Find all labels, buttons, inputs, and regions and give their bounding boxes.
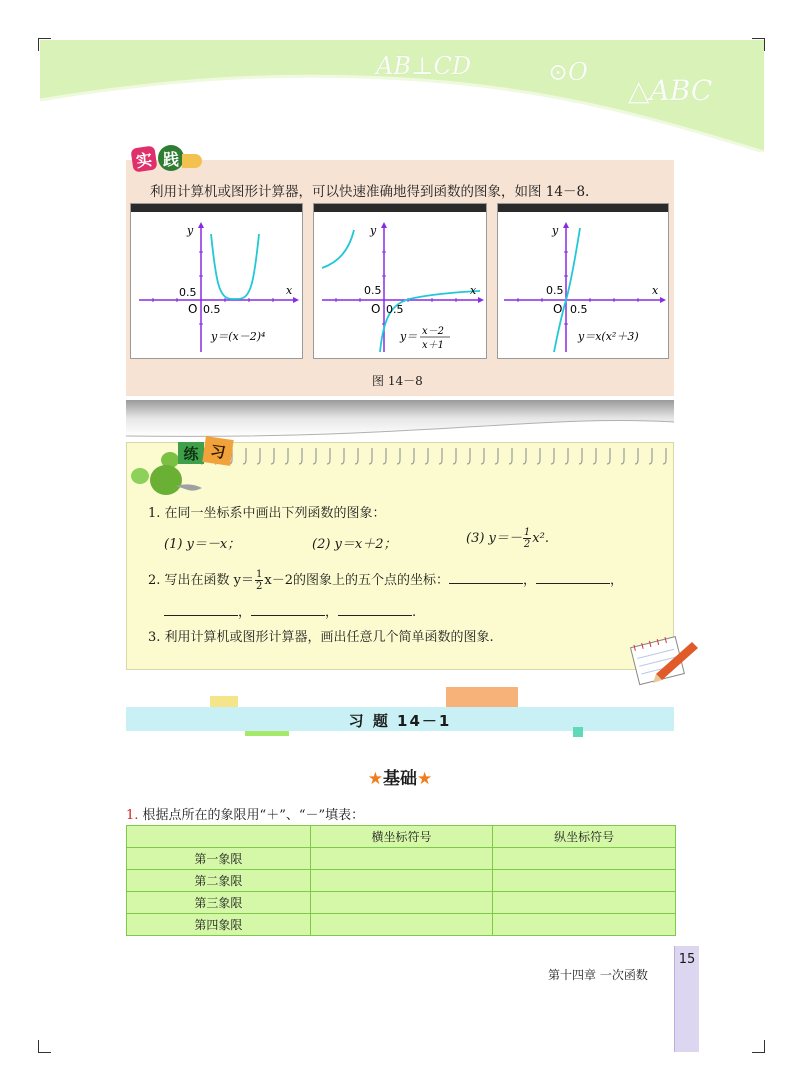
quadrant-label: 第四象限 [127,914,311,936]
header-text-circle: ⊙O [548,58,588,86]
fraction-numerator: 1 [523,527,531,538]
graph-panel-3 [497,203,669,359]
separator-comma: ， [325,605,339,620]
figure-caption: 图 14－8 [372,374,423,388]
table-header-cell: 纵坐标符号 [493,826,676,848]
table-header-cell: 横坐标符号 [310,826,493,848]
page-number-tab [674,946,699,1052]
separator-period: . [412,605,417,620]
quadrant-label: 第二象限 [127,870,311,892]
header-text-triangle: △ABC [628,74,713,107]
fraction [523,527,531,550]
table-row [127,870,676,892]
fraction-denominator: 2 [256,581,263,592]
star-icon: ★ [417,769,433,789]
header-text-perpendicular: AB⊥CD [376,52,472,80]
graph-2-formula-numerator: x－2 [422,326,445,337]
chapter-footer: 第十四章 一次函数 [548,968,648,982]
x-sign-cell[interactable] [310,848,493,870]
graph-3-formula: y＝x(x²＋3) [578,330,639,343]
graph-panel-1 [130,203,303,359]
graph-1-y-tick: 0.5 [179,286,197,299]
graph-window-bar [314,204,486,212]
x-sign-cell[interactable] [310,870,493,892]
graph-2-formula-denominator: x＋1 [422,340,445,351]
sticky-note-decoration [446,687,518,709]
y-sign-cell[interactable] [493,870,676,892]
exercise-1-part-3 [466,527,549,550]
sticky-note-decoration [573,727,583,737]
exercise-1-part-2: (2) y＝x＋2； [312,537,397,552]
exercise-badge-2: 习 [202,436,233,466]
exercise-1: 1. 在同一坐标系中画出下列函数的图象： [148,506,386,521]
exercise-set-title: 习 题 14－1 [348,712,452,730]
graph-2-x-tick: 0.5 [386,303,404,316]
graph-3-y-tick: 0.5 [546,284,564,297]
separator-comma: ， [238,605,252,620]
fraction-denominator: 2 [523,539,531,550]
exercise-2 [148,569,623,592]
quadrant-sign-table [126,825,676,936]
y-sign-cell[interactable] [493,892,676,914]
graph-1-y-label: y [187,224,194,237]
quadrant-label: 第三象限 [127,892,311,914]
graph-1-x-label: x [286,284,293,297]
practice-badge-2: 践 [158,145,184,171]
practice-badge-tail [182,154,202,168]
graph-3-x-tick: 0.5 [570,303,588,316]
exercise-1-part-3-suffix: x². [532,531,549,546]
graph-1-x-tick: 0.5 [203,303,221,316]
notepad-pencil-icon [626,630,702,686]
table-header-row [127,826,676,848]
exercise-2-continued [164,601,416,620]
graph-2-origin: O [371,302,381,316]
graph-plot-3 [498,212,668,358]
exercise-2-prefix: 2. 写出在函数 y＝ [148,573,255,588]
graph-3-x-label: x [652,284,659,297]
exercise-badge-1: 练 [178,442,204,464]
table-row [127,914,676,936]
graph-2-y-tick: 0.5 [364,284,382,297]
crop-mark-bottom-right [752,1040,765,1053]
graph-3-origin: O [553,302,563,316]
exercise-1-part-1: (1) y＝－x； [164,537,241,552]
answer-blank-5[interactable] [338,603,412,616]
separator-comma: ， [523,573,537,588]
separator-comma: ， [610,573,624,588]
answer-blank-3[interactable] [164,603,238,616]
answer-blank-4[interactable] [251,603,325,616]
star-icon: ★ [367,769,383,789]
question-text: 根据点所在的象限用“＋”、“－”填表： [142,808,365,823]
answer-blank-2[interactable] [536,571,610,584]
table-row [127,892,676,914]
graph-2-y-label: y [370,224,377,237]
page-number: 15 [678,952,696,967]
y-sign-cell[interactable] [493,914,676,936]
basics-question-1 [126,804,364,823]
answer-blank-1[interactable] [449,571,523,584]
graph-1-formula: y＝(x－2)⁴ [211,330,266,343]
graph-plot-2 [314,212,486,358]
graph-1-origin: O [188,302,198,316]
quadrant-label: 第一象限 [127,848,311,870]
x-sign-cell[interactable] [310,892,493,914]
crop-mark-bottom-left [38,1040,51,1053]
basics-title: 基础 [383,769,417,789]
y-sign-cell[interactable] [493,848,676,870]
fraction-numerator: 1 [256,569,263,580]
table-header-cell [127,826,311,848]
paper-curl-decoration [120,396,680,446]
x-sign-cell[interactable] [310,914,493,936]
graph-window-bar [131,204,302,212]
spiral-binding-decoration [200,446,670,468]
exercise-1-part-3-prefix: (3) y＝－ [466,531,522,546]
graph-panel-2 [313,203,487,359]
exercise-set-banner [126,707,674,731]
practice-badge-1: 实 [130,145,157,172]
fraction [255,569,263,592]
practice-intro: 利用计算机或图形计算器，可以快速准确地得到函数的图象，如图 14－8. [150,184,590,200]
graph-2-x-label: x [470,284,477,297]
exercise-2-suffix: x－2的图象上的五个点的坐标： [264,573,449,588]
question-number: 1. [126,808,139,823]
exercise-3: 3. 利用计算机或图形计算器，画出任意几个简单函数的图象. [148,630,494,645]
basics-heading [0,764,800,789]
graph-2-formula-prefix: y＝ [400,330,418,343]
graph-3-y-label: y [552,224,559,237]
table-row [127,848,676,870]
graph-window-bar [498,204,668,212]
graph-plot-1 [131,212,302,358]
